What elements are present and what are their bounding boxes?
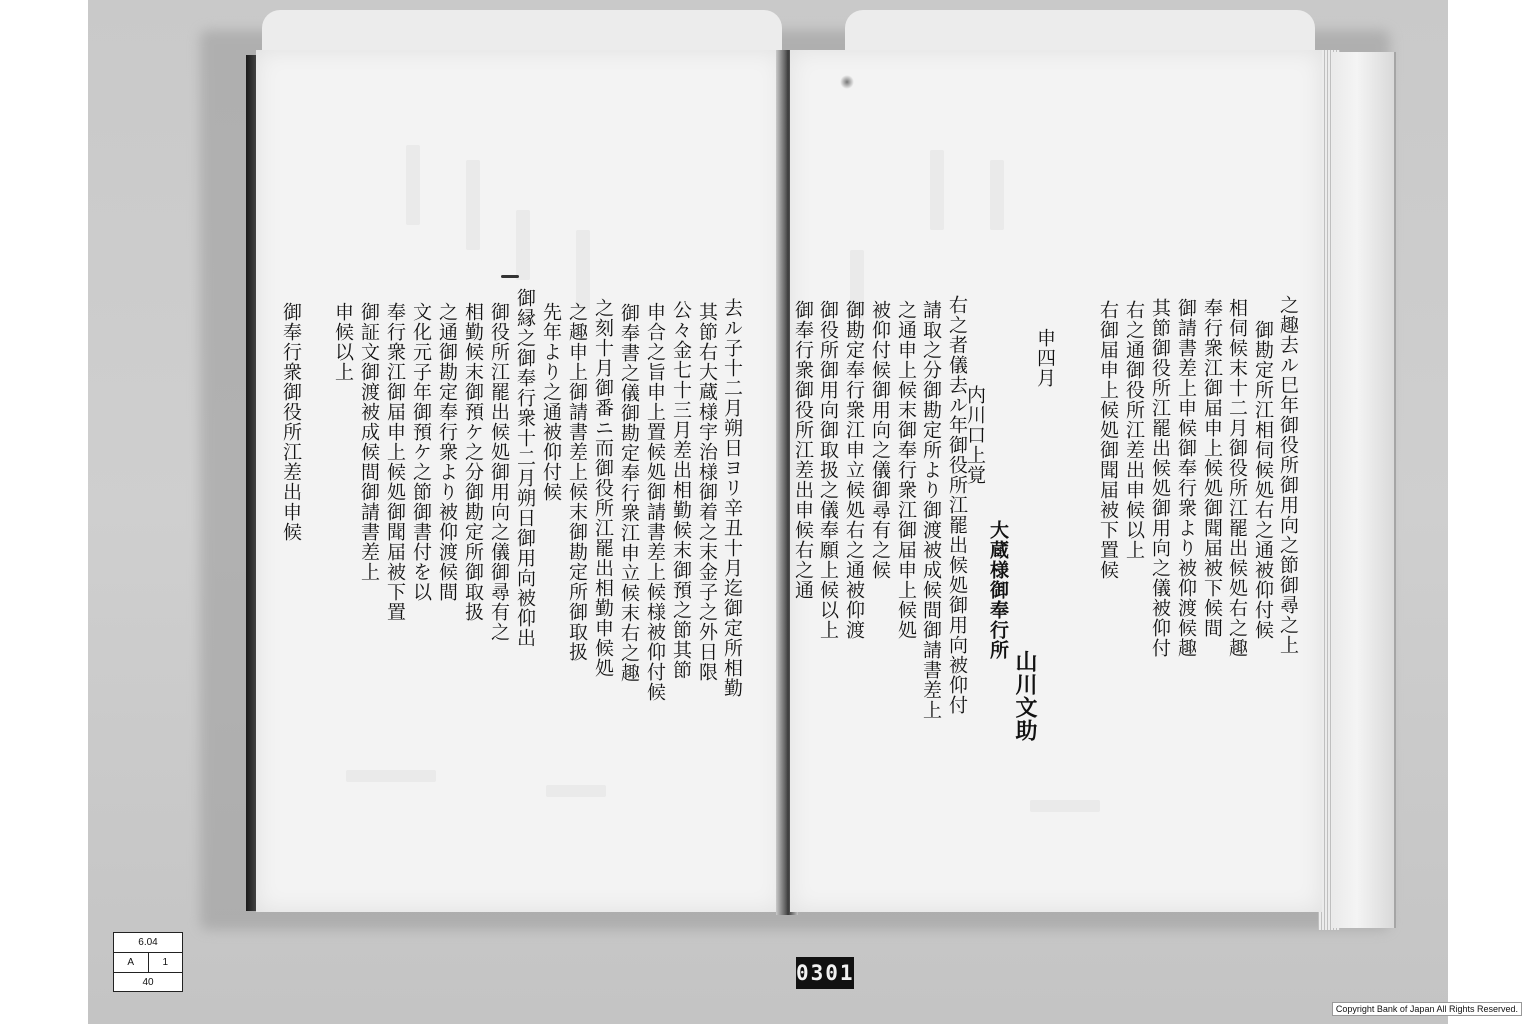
text-column: 右御届申上候処御聞届被下置候	[1097, 300, 1119, 580]
page-smudge	[840, 75, 854, 89]
text-column: 其節御役所江罷出候処御用向之儀被仰付	[1149, 298, 1171, 658]
text-column: 請取之分御勘定所より御渡被成候間御請書差上	[920, 300, 942, 720]
reference-series: A	[114, 953, 149, 972]
show-through-mark	[1030, 800, 1100, 812]
reference-volume: 1	[162, 957, 169, 968]
copyright-notice: Copyright Bank of Japan All Rights Reserved.	[1332, 1002, 1522, 1016]
text-column: 之趣申上御請書差上候末御勘定所御取扱	[566, 302, 588, 662]
text-column: 御奉行衆御役所江差出申候右之通	[792, 300, 814, 600]
text-column: 右之者儀去ル年御役所江罷出候処御用向被仰付	[946, 295, 968, 715]
text-column: 先年より之通被仰付候	[540, 302, 562, 502]
text-column: 其節右大蔵様宇治様御着之末金子之外日限	[696, 302, 718, 682]
text-column: 御勘定奉行衆江申立候処右之通被仰渡	[843, 300, 865, 640]
show-through-mark	[990, 160, 1004, 230]
show-through-mark	[930, 150, 944, 230]
text-column: 之刻十月御番ニ而御役所江罷出相勤申候処	[592, 298, 614, 678]
section-heading: 内川口上覚	[964, 385, 986, 485]
text-column: 右之通御役所江差出申候以上	[1123, 300, 1145, 560]
list-dash-mark	[501, 275, 519, 278]
left-page	[256, 50, 782, 912]
text-column: 之通御勘定奉行衆より被仰渡候間	[436, 302, 458, 602]
show-through-mark	[516, 210, 530, 280]
text-column: 御縁之御奉行衆十二月朔日御用向被仰出	[514, 288, 536, 648]
text-column: 御証文御渡被成候間御請書差上	[358, 302, 380, 582]
reference-code: 6.04	[114, 933, 182, 953]
text-column: 奉行衆江御届申上候処御聞届被下置	[384, 302, 406, 622]
signature-title: 大蔵様御奉行所	[987, 520, 1009, 660]
show-through-mark	[346, 770, 436, 782]
text-column: 之趣去ル巳年御役所御用向之節御尋之上	[1277, 295, 1299, 655]
date-line: 申四月	[1034, 328, 1056, 388]
frame-counter: 0301	[796, 957, 854, 989]
reference-number: 40	[142, 977, 154, 988]
reference-series-row	[114, 953, 182, 973]
show-through-mark	[406, 145, 420, 225]
book-tab-right	[845, 10, 1315, 55]
text-column: 公々金七十三月差出相勤候末御預之節其節	[670, 300, 692, 680]
text-column: 相伺候末十二月御役所江罷出候処右之趣	[1226, 298, 1248, 658]
show-through-mark	[576, 230, 590, 310]
book-back-cover	[1332, 52, 1396, 928]
text-column: 之通申上候末御奉行衆江御届申上候処	[895, 300, 917, 640]
text-column: 御奉行衆御役所江差出申候	[280, 302, 302, 542]
text-column: 御役所御用向御取扱之儀奉願上候以上	[817, 300, 839, 640]
text-column: 御奉書之儀御勘定奉行衆江申立候末右之趣	[618, 303, 640, 683]
text-column: 御役所江罷出候処御用向之儀御尋有之	[488, 302, 510, 642]
show-through-mark	[466, 160, 480, 250]
text-column: 御勘定所江相伺候処右之通被仰付候	[1252, 320, 1274, 640]
text-column: 御請書差上申候御奉行衆より被仰渡候趣	[1175, 298, 1197, 658]
text-column: 申合之旨申上置候処御請書差上候様被仰付候	[644, 302, 666, 702]
text-column: 相勤候末御預ケ之分御勘定所御取扱	[462, 302, 484, 622]
signature-name: 山川文助	[1012, 650, 1038, 742]
archive-reference-label	[113, 932, 183, 992]
text-column: 去ル子十二月朔日ヨリ辛丑十月迄御定所相勤	[721, 298, 743, 698]
show-through-mark	[546, 785, 606, 797]
right-page	[790, 50, 1322, 912]
text-column: 奉行衆江御届申上候処御聞届被下候間	[1201, 298, 1223, 638]
text-column: 被仰付候御用向之儀御尋有之候	[869, 300, 891, 580]
text-column: 申候以上	[332, 302, 354, 382]
book-tab-left	[262, 10, 782, 55]
text-column: 文化元子年御預ケ之節御書付を以	[410, 302, 432, 602]
